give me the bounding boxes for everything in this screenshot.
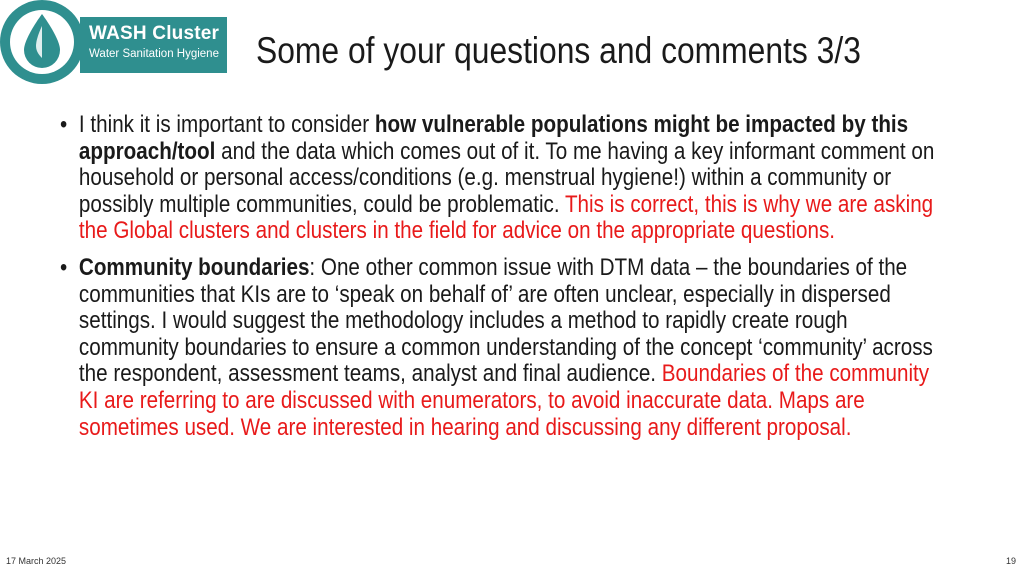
bullet-item — [60, 255, 948, 441]
footer-date: 17 March 2025 — [6, 556, 67, 566]
water-drop-icon — [18, 12, 66, 72]
text-segment-response: Boundaries of the community KI are referring to are discussed with enumerators, to avoid inaccurate data. Maps are sometimes used. We are interested in hearing and discussing any different proposal. — [78, 360, 930, 441]
wash-cluster-logo — [0, 0, 228, 84]
text-segment-bold: Community boundaries — [78, 253, 310, 281]
slide-body — [60, 112, 1020, 451]
bullet-marker: • — [60, 111, 68, 138]
logo-subtitle: Water Sanitation Hygiene — [89, 48, 219, 60]
bullet-marker: • — [60, 253, 68, 281]
page-title: Some of your questions and comments 3/3 — [256, 30, 861, 71]
logo-name: WASH Cluster — [89, 23, 220, 44]
logo-wordmark — [80, 17, 227, 73]
page-number: 19 — [1005, 556, 1016, 566]
bullet-item — [60, 112, 948, 245]
logo-circle — [0, 0, 84, 84]
text-segment: and the data which comes out of it. To me having a key informant comment on household or personal access/conditions (e.g. menstrual hygiene!) within a community or possibly multiple communities, could be problematic. — [78, 137, 935, 218]
text-segment-response: This is correct, this is why we are asking the Global clusters and clusters in the field for advice on the appropriate questions. — [78, 190, 934, 245]
text-segment: : One other common issue with DTM data – the boundaries of the communities that KIs are to ‘speak on behalf of’ are often unclear, especially in dispersed settings. I would suggest the methodology includes a method to rapidly create rough community boundaries to ensure a common understanding of the concept ‘community’ across the respondent, assessment teams, analyst and final audience. — [78, 253, 933, 388]
text-segment-bold: how vulnerable populations might be impacted by this approach/tool — [78, 111, 909, 165]
bullet-text — [79, 112, 948, 245]
text-segment: I think it is important to consider — [78, 111, 375, 138]
bullet-text — [79, 255, 948, 441]
